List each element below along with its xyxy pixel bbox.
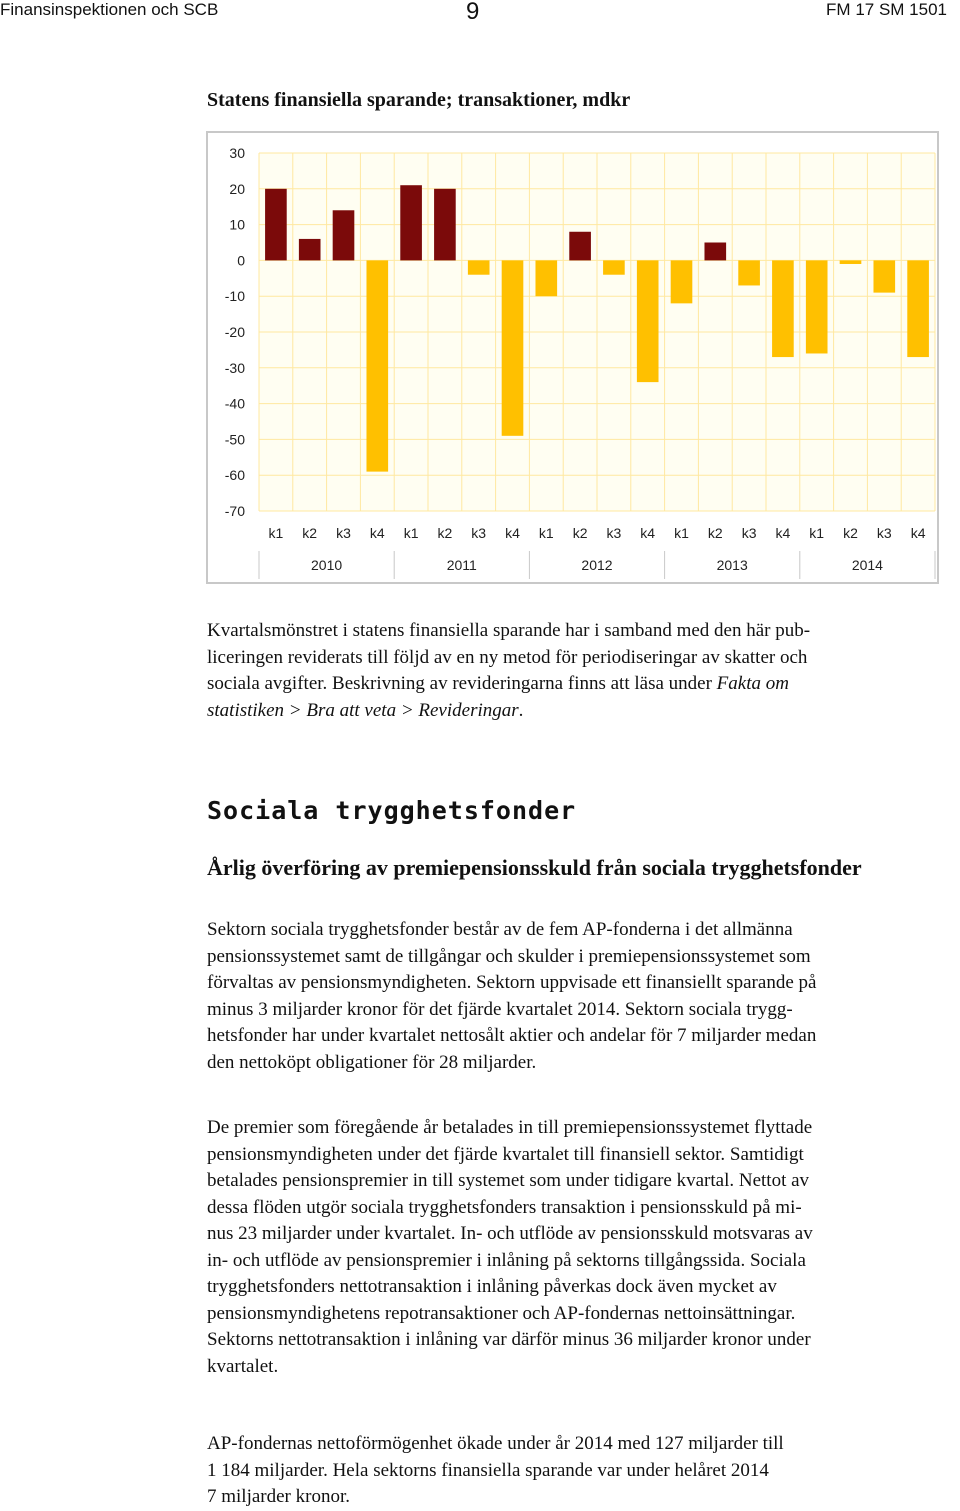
paragraph-2-line: dessa flöden utgör sociala trygghetsfonders transaktion i pensionsskuld på mi- bbox=[207, 1196, 802, 1218]
chart-title: Statens finansiella sparande; transaktioner, mdkr bbox=[207, 89, 631, 111]
paragraph-2 bbox=[207, 1115, 947, 1380]
bar bbox=[772, 260, 794, 357]
paragraph-2-line: betalades pensionspremier in till systemet som under tidigare kvartal. Nettot av bbox=[207, 1170, 810, 1191]
x-tick-label: k3 bbox=[741, 525, 757, 541]
paragraph-2-line: in- och utflöde av pensionspremier i inlåning på sektorns tillgångssida. Sociala bbox=[207, 1249, 806, 1271]
bar bbox=[299, 239, 321, 260]
header-report-id: FM 17 SM 1501 bbox=[826, 0, 947, 19]
paragraph-2-line: Sektorns nettotransaktion i inlåning var därför minus 36 miljarder kronor under bbox=[207, 1329, 811, 1350]
x-tick-label: k3 bbox=[471, 525, 487, 541]
x-tick-label: k2 bbox=[302, 525, 318, 541]
bar bbox=[434, 189, 456, 261]
paragraph-3-line: 1 184 miljarder. Hela sektorns finansiella sparande var under helåret 2014 bbox=[207, 1459, 769, 1481]
section-title: Sociala trygghetsfonder bbox=[207, 796, 577, 825]
paragraph-3-line: AP-fondernas nettoförmögenhet ökade under år 2014 med 127 miljarder till bbox=[207, 1433, 784, 1454]
y-tick-label: -40 bbox=[224, 395, 245, 412]
bar bbox=[637, 260, 659, 382]
chart-note-link-1: Fakta om bbox=[716, 673, 789, 694]
bar bbox=[333, 210, 355, 260]
paragraph-1-line: Sektorn sociala trygghetsfonder består av de fem AP-fonderna i det allmänna bbox=[207, 919, 793, 940]
bar bbox=[806, 260, 828, 353]
year-label: 2012 bbox=[581, 557, 613, 573]
paragraph-2-line: kvartalet. bbox=[207, 1355, 279, 1377]
x-tick-label: k4 bbox=[369, 525, 385, 541]
bar bbox=[468, 260, 490, 274]
chart-note-end: . bbox=[518, 699, 524, 721]
x-tick-label: k4 bbox=[505, 525, 520, 541]
bar bbox=[603, 260, 625, 274]
y-tick-label: 20 bbox=[229, 180, 245, 197]
bar bbox=[907, 260, 929, 357]
x-tick-label: k1 bbox=[268, 525, 284, 541]
bar bbox=[366, 260, 388, 471]
x-tick-label: k1 bbox=[538, 525, 554, 541]
paragraph-1-line: den nettoköpt obligationer för 28 miljarder. bbox=[207, 1051, 537, 1073]
bar bbox=[535, 260, 557, 296]
x-tick-label: k2 bbox=[707, 525, 723, 541]
x-tick-label: k3 bbox=[336, 525, 351, 541]
year-label: 2014 bbox=[851, 557, 883, 573]
y-tick-label: -10 bbox=[224, 288, 245, 305]
bar bbox=[569, 232, 591, 261]
year-label: 2011 bbox=[446, 557, 477, 573]
chart-note-line-2: liceringen reviderats till följd av en ny metod för periodiseringar av skatter och bbox=[207, 646, 808, 668]
bar bbox=[840, 260, 862, 264]
paragraph-1-line: minus 3 miljarder kronor för det fjärde kvartalet 2014. Sektorn sociala trygg- bbox=[207, 998, 793, 1020]
x-tick-label: k1 bbox=[809, 525, 825, 541]
x-tick-label: k1 bbox=[674, 525, 689, 541]
y-tick-label: 30 bbox=[229, 145, 245, 161]
paragraph-3 bbox=[207, 1431, 947, 1511]
paragraph-3-line: 7 miljarder kronor. bbox=[207, 1486, 350, 1507]
y-tick-label: 10 bbox=[229, 216, 245, 233]
x-tick-label: k4 bbox=[775, 525, 791, 541]
bar-chart bbox=[208, 133, 937, 582]
y-tick-label: -20 bbox=[224, 324, 245, 340]
x-tick-label: k3 bbox=[876, 525, 892, 541]
bar bbox=[400, 185, 422, 260]
chart-frame bbox=[206, 131, 939, 584]
paragraph-1-line: förvaltas av pensionsmyndigheten. Sektorn uppvisade ett finansiellt sparande på bbox=[207, 972, 817, 993]
bar bbox=[671, 260, 693, 303]
x-tick-label: k2 bbox=[843, 525, 858, 541]
chart-note bbox=[207, 618, 947, 724]
paragraph-1-line: pensionssystemet samt de tillgångar och skulder i premiepensionssystemet som bbox=[207, 945, 811, 967]
paragraph-2-line: trygghetsfonders nettotransaktion i inlåning påverkas dock även mycket av bbox=[207, 1276, 777, 1297]
y-tick-label: -50 bbox=[224, 431, 245, 448]
x-tick-label: k1 bbox=[403, 525, 419, 541]
y-tick-label: -30 bbox=[224, 359, 245, 376]
paragraph-1 bbox=[207, 917, 947, 1076]
page-number: 9 bbox=[466, 0, 480, 25]
paragraph-1-line: hetsfonder har under kvartalet nettosålt aktier och andelar för 7 miljarder medan bbox=[207, 1025, 817, 1046]
y-tick-label: -70 bbox=[224, 503, 245, 519]
y-tick-label: 0 bbox=[237, 252, 245, 269]
subsection-title: Årlig överföring av premiepensionsskuld från sociala trygghetsfonder bbox=[207, 855, 862, 880]
x-tick-label: k2 bbox=[437, 525, 453, 541]
x-tick-label: k4 bbox=[640, 525, 656, 541]
chart-note-link-2: statistiken > Bra att veta > Revideringar bbox=[207, 699, 519, 721]
paragraph-2-line: pensionsmyndigheten under det fjärde kvartalet till finansiell sektor. Samtidigt bbox=[207, 1143, 804, 1165]
x-tick-label: k4 bbox=[910, 525, 926, 541]
bar bbox=[265, 189, 287, 261]
paragraph-2-line: pensionsmyndighetens repotransaktioner och AP-fondernas nettoinsättningar. bbox=[207, 1302, 796, 1324]
x-tick-label: k3 bbox=[606, 525, 622, 541]
bar bbox=[704, 243, 726, 261]
x-tick-label: k2 bbox=[572, 525, 588, 541]
year-label: 2013 bbox=[716, 557, 748, 573]
paragraph-2-line: De premier som föregående år betalades in till premiepensionssystemet flyttade bbox=[207, 1117, 813, 1138]
chart-note-line-3: sociala avgifter. Beskrivning av revideringarna finns att läsa under bbox=[207, 673, 717, 694]
bar bbox=[738, 260, 760, 285]
header-publisher: Finansinspektionen och SCB bbox=[0, 0, 219, 19]
chart-note-line-1: Kvartalsmönstret i statens finansiella sparande har i samband med den här pub- bbox=[207, 620, 811, 641]
y-tick-label: -60 bbox=[224, 467, 245, 484]
bar bbox=[873, 260, 895, 292]
paragraph-2-line: nus 23 miljarder under kvartalet. In- och utflöde av pensionsskuld motsvaras av bbox=[207, 1223, 813, 1244]
bar bbox=[502, 260, 524, 435]
year-label: 2010 bbox=[311, 557, 343, 573]
